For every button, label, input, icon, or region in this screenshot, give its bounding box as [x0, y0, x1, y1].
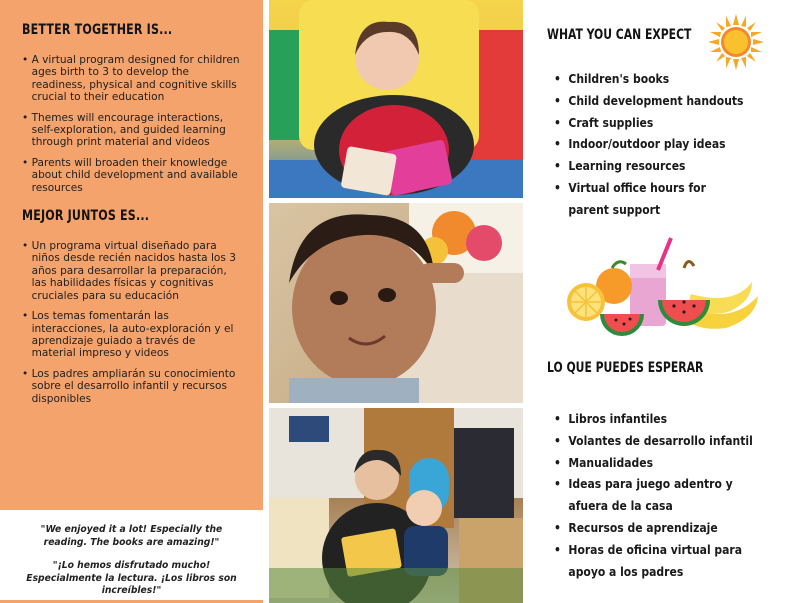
list-item: • Ideas para juego adentro y: [554, 474, 753, 496]
list-item: • Los temas fomentarán las interacciones, la auto-exploración y el aprendizaje guiado a través de material impreso y videos: [22, 310, 240, 360]
photo-girl-reading: [269, 0, 523, 198]
list-item-continuation: apoyo a los padres: [568, 564, 684, 579]
list-item: • Virtual office hours for: [554, 178, 743, 200]
list-item: • Children's books: [554, 69, 743, 91]
right-info-panel: [526, 0, 787, 603]
list-item: • Horas de oficina virtual para: [554, 540, 753, 562]
list-item: • Learning resources: [554, 156, 743, 178]
left-info-panel: [0, 0, 263, 510]
bullet-list-en: [22, 54, 249, 194]
heading-what-you-can-expect: WHAT YOU CAN EXPECT: [547, 27, 692, 43]
heading-lo-que-puedes-esperar: LO QUE PUEDES ESPERAR: [547, 360, 704, 376]
list-item: • Craft supplies: [554, 113, 743, 135]
list-item: • Volantes de desarrollo infantil: [554, 431, 753, 453]
testimonial-en: "We enjoyed it a lot! Especially the reading. The books are amazing!": [40, 524, 223, 548]
expect-list: [554, 69, 765, 222]
testimonial-es: "¡Lo hemos disfrutado mucho! Especialmente la lectura. ¡Los libros son increíbles!": [26, 560, 237, 596]
list-item-continuation: afuera de la casa: [568, 499, 673, 514]
list-item: • Libros infantiles: [554, 409, 753, 431]
sun-icon: [708, 14, 764, 70]
bullet-list-es: [22, 240, 249, 405]
heading-en: BETTER TOGETHER IS...: [22, 22, 173, 38]
list-item: • Los padres ampliarán su conocimiento sobre el desarrollo infantil y recursos disponibles: [22, 368, 240, 405]
list-item: • Recursos de aprendizaje: [554, 518, 753, 540]
list-item: • Manualidades: [554, 453, 753, 475]
esperar-list: [554, 409, 775, 583]
list-item: • Child development handouts: [554, 91, 743, 113]
list-item: • Themes will encourage interactions, self-exploration, and guided learning through print material and videos: [22, 112, 240, 149]
list-item-continuation: parent support: [568, 202, 661, 217]
list-item: • Indoor/outdoor play ideas: [554, 134, 743, 156]
list-item: • Parents will broaden their knowledge about child development and available resources: [22, 157, 240, 194]
fruit-illustration: [566, 236, 762, 340]
testimonial-panel: [0, 510, 263, 603]
list-item: • Un programa virtual diseñado para niños desde recién nacidos hasta los 3 años para desarrollar la preparación, las habilidades físicas y cognitivas cruciales para su educación: [22, 240, 240, 302]
photo-mother-reading: [269, 408, 523, 603]
heading-es: MEJOR JUNTOS ES...: [22, 208, 150, 225]
photo-baby-window: [269, 203, 523, 403]
list-item: • A virtual program designed for children ages birth to 3 to develop the readiness, physical and cognitive skills crucial to their education: [22, 54, 240, 104]
